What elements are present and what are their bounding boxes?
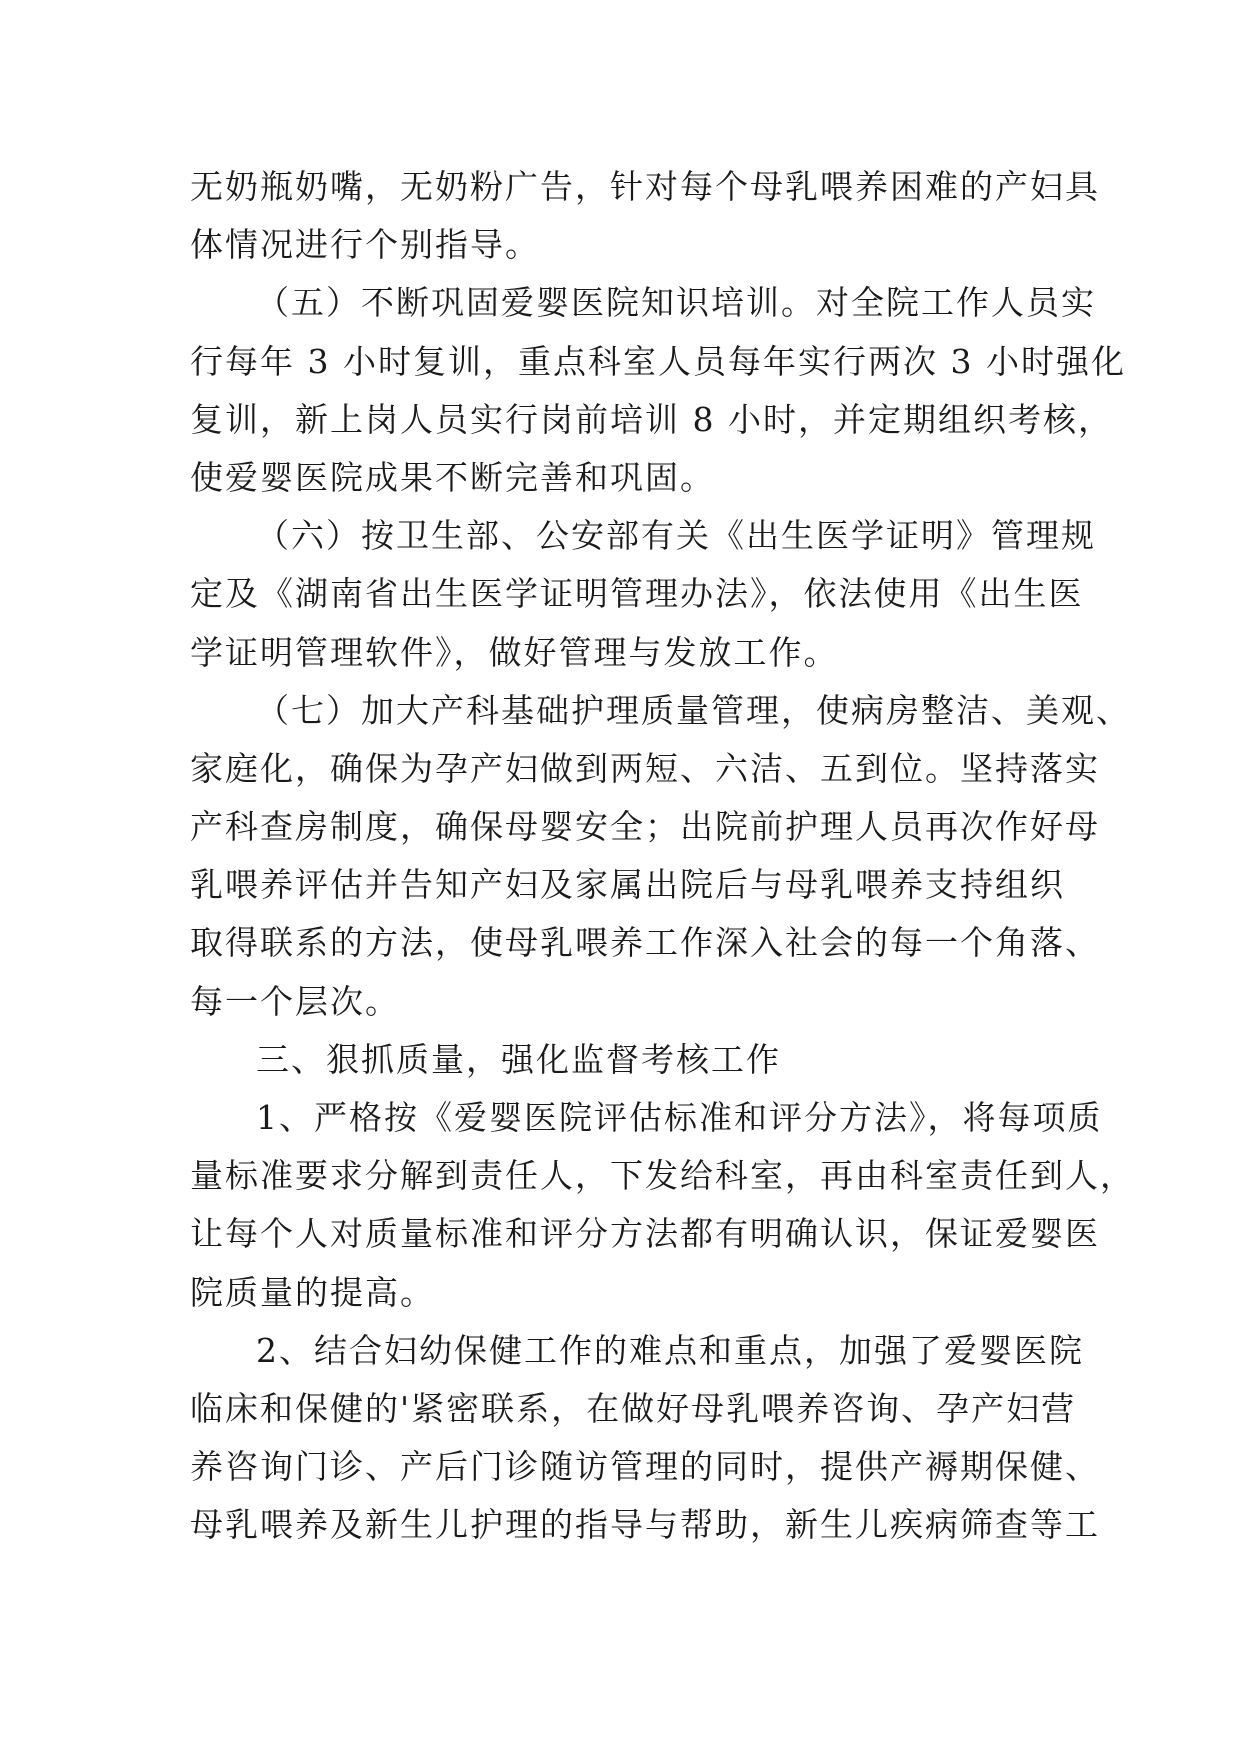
- text-line: 养咨询门诊、产后门诊随访管理的同时，提供产褥期保健、: [190, 1447, 1100, 1487]
- text-line: 定及《湖南省出生医学证明管理办法》，依法使用《出生医: [190, 574, 1084, 614]
- text-line: 1、严格按《爱婴医院评估标准和评分方法》，将每项质: [256, 1098, 1103, 1137]
- text-line: （六）按卫生部、公安部有关《出生医学证明》管理规: [256, 516, 1096, 556]
- text-line: 让每个人对质量标准和评分方法都有明确认识，保证爱婴医: [190, 1214, 1100, 1254]
- section-heading: 三、狠抓质量，强化监督考核工作: [256, 1039, 781, 1079]
- text-line: 行每年 3 小时复训，重点科室人员每年实行两次 3 小时强化: [190, 341, 1126, 381]
- text-line: （五）不断巩固爱婴医院知识培训。对全院工作人员实: [256, 283, 1096, 323]
- text-line: 临床和保健的'紧密联系，在做好母乳喂养咨询、孕产妇营: [190, 1388, 1077, 1428]
- text-line: 2、结合妇幼保健工作的难点和重点，加强了爱婴医院: [256, 1330, 1084, 1370]
- text-line: 乳喂养评估并告知产妇及家属出院后与母乳喂养支持组织: [190, 865, 1065, 905]
- text-line: 无奶瓶奶嘴，无奶粉广告，针对每个母乳喂养困难的产妇具: [190, 167, 1100, 206]
- text-line: 取得联系的方法，使母乳喂养工作深入社会的每一个角落、: [190, 923, 1100, 963]
- text-line: 复训，新上岗人员实行岗前培训 8 小时，并定期组织考核，: [190, 399, 1113, 439]
- text-line: 学证明管理软件》，做好管理与发放工作。: [190, 632, 839, 672]
- text-line: 家庭化，确保为孕产妇做到两短、六洁、五到位。坚持落实: [190, 748, 1100, 788]
- text-line: 量标准要求分解到责任人，下发给科室，再由科室责任到人，: [190, 1156, 1135, 1196]
- text-line: 体情况进行个别指导。: [190, 225, 540, 265]
- text-line: 院质量的提高。: [190, 1272, 435, 1312]
- text-line: 每一个层次。: [190, 981, 400, 1021]
- text-line: 产科查房制度，确保母婴安全；出院前护理人员再次作好母: [190, 807, 1100, 847]
- text-line: 母乳喂养及新生儿护理的指导与帮助，新生儿疾病筛查等工: [190, 1505, 1100, 1545]
- text-line: 使爱婴医院成果不断完善和巩固。: [190, 457, 715, 497]
- text-line: （七）加大产科基础护理质量管理，使病房整洁、美观、: [256, 690, 1131, 730]
- document-body: [190, 158, 1135, 1555]
